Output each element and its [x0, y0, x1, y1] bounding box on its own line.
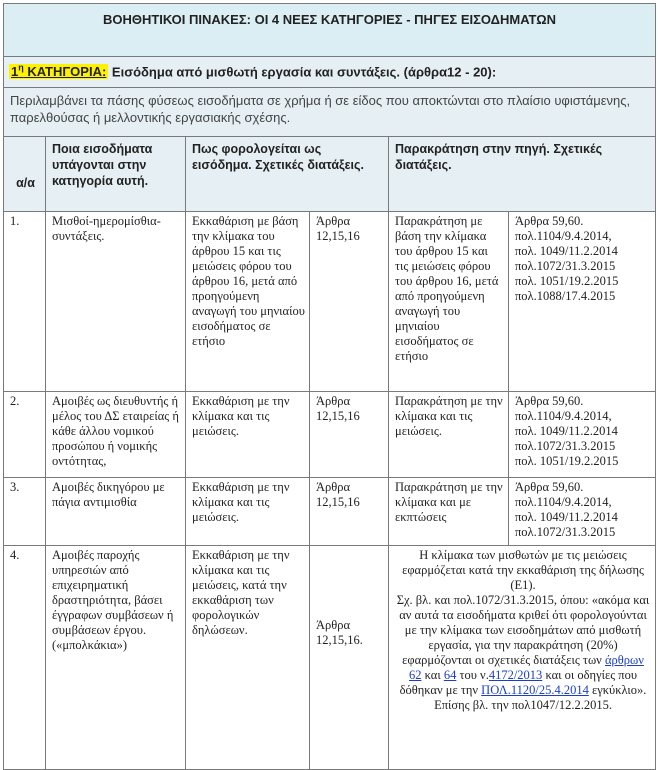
reference-line: πολ. 1049/11.2.2014	[515, 244, 618, 258]
category-description: Περιλαμβάνει τα πάσης φύσεως εισοδήματα σε χρήμα ή σε είδος που αποκτώνται στο πλαίσιο υφιστάμενης, παρελθούσας ή μελλοντικής εργασιακής σχέσης.	[4, 88, 656, 137]
withholding-method: Παρακράτηση με την κλίμακα και με εκπτώσεις	[389, 478, 509, 546]
header-withholding: Παρακράτηση στην πηγή. Σχετικές διατάξεις.	[389, 137, 656, 212]
reference-line: πολ.1104/9.4.2014,	[515, 495, 612, 509]
circular-link[interactable]: ΠΟΛ.1120/25.4.2014	[481, 683, 589, 697]
income-type: Μισθοί-ημερομίσθια-συντάξεις.	[46, 212, 186, 392]
table-row	[4, 478, 656, 546]
reference-line: πολ.1072/31.3.2015	[515, 439, 616, 453]
taxation-articles: Άρθρα 12,15,16	[310, 212, 389, 392]
taxation-articles-text: Άρθρα 12,15,16.	[316, 617, 363, 647]
note-paragraph	[395, 593, 651, 698]
article-link[interactable]: 64	[443, 668, 457, 682]
header-aa: α/α	[4, 137, 46, 212]
taxation-method: Εκκαθάριση με την κλίμακα και τις μειώσεις.	[186, 392, 310, 478]
income-type: Αμοιβές δικηγόρου με πάγια αντιμισθία	[46, 478, 186, 546]
reference-line: Άρθρα 59,60.	[515, 214, 584, 228]
category-title: Εισόδημα από μισθωτή εργασία και συντάξεις. (άρθρα12 - 20):	[108, 64, 497, 80]
reference-line: Άρθρα 59,60.	[515, 394, 584, 408]
withholding-method: Παρακράτηση με την κλίμακα και τις μειώσεις.	[389, 392, 509, 478]
note-paragraph: Η κλίμακα των μισθωτών με τις μειώσεις εφαρμόζεται κατά την εκκαθάριση της δήλωσης (Ε1).	[402, 548, 644, 592]
category-label	[9, 64, 108, 79]
taxation-method: Εκκαθάριση με την κλίμακα και τις μειώσεις.	[186, 478, 310, 546]
note-text: και οι οδηγίες που δόθηκαν με την	[399, 668, 638, 697]
income-type: Αμοιβές παροχής υπηρεσιών από επιχειρηματική δραστηριότητα, βάσει έγγραφων συμβάσεων ή συμβάσεων έργου. («μπολκάκια»)	[46, 546, 186, 770]
note-text: εγκύκλιο».	[588, 683, 647, 697]
taxation-method: Εκκαθάριση με την κλίμακα και τις μειώσεις, κατά την εκκαθάριση των φορολογικών δηλώσεων.	[186, 546, 310, 770]
header-taxation: Πως φορολογείται ως εισόδημα. Σχετικές διατάξεις.	[186, 137, 389, 212]
reference-line: πολ.1104/9.4.2014,	[515, 409, 612, 423]
taxation-articles: Άρθρα 12,15,16	[310, 478, 389, 546]
withholding-references	[509, 392, 656, 478]
reference-line: πολ. 1051/19.2.2015	[515, 274, 619, 288]
note-text: Σχ. βλ. και πολ.1072/31.3.2015, όπου: «ακόμα και αν αυτά τα εισοδήματα κριθεί ότι φορολογούνται με την κλίμακα των εισοδημάτων από μισθωτή εργασία, για την παρακράτηση (20%) εφαρμόζονται οι σχετικές διατάξεις των	[396, 593, 650, 667]
withholding-references	[509, 478, 656, 546]
row-number: 4.	[4, 546, 46, 770]
taxation-method: Εκκαθάριση με βάση την κλίμακα του άρθρου 15 και τις μειώσεις φόρου του άρθρου 16, μετά από προηγούμενη αναγωγή του μηνιαίου εισοδήματος σε ετήσιο	[186, 212, 310, 392]
reference-line: πολ.1088/17.4.2015	[515, 289, 616, 303]
taxation-articles: Άρθρα 12,15,16	[310, 392, 389, 478]
reference-line: πολ.1072/31.3.2015	[515, 259, 616, 273]
reference-line: πολ. 1049/11.2.2014	[515, 510, 618, 524]
category-superscript: η	[18, 63, 24, 73]
note-text: του ν.	[456, 668, 489, 682]
note-paragraph: Επίσης βλ. την πολ1047/12.2.2015.	[434, 698, 612, 712]
withholding-note	[389, 546, 656, 770]
table-row	[4, 546, 656, 770]
income-categories-table	[3, 3, 656, 770]
row-number: 1.	[4, 212, 46, 392]
reference-line: πολ. 1051/19.2.2015	[515, 454, 619, 468]
income-type: Αμοιβές ως διευθυντής ή μέλος του ΔΣ εταιρείας ή κάθε άλλου νομικού προσώπου ή νομικής οντότητας,	[46, 392, 186, 478]
table-row	[4, 212, 656, 392]
reference-line: πολ. 1049/11.2.2014	[515, 424, 618, 438]
category-number: 1	[11, 64, 19, 80]
taxation-articles	[310, 546, 389, 770]
withholding-method: Παρακράτηση με βάση την κλίμακα του άρθρου 15 και τις μειώσεις φόρου του άρθρου 16, μετά από προηγούμενη αναγωγή του μηνιαίου εισοδήματος σε ετήσιο	[389, 212, 509, 392]
law-link[interactable]: 4172/2013	[488, 668, 543, 682]
reference-line: πολ.1072/31.3.2015	[515, 525, 616, 539]
article-link[interactable]: άρθρων 62	[408, 653, 644, 682]
note-text: και	[421, 668, 444, 682]
page-title: ΒΟΗΘΗΤΙΚΟΙ ΠΙΝΑΚΕΣ: ΟΙ 4 ΝΕΕΣ ΚΑΤΗΓΟΡΙΕΣ - ΠΗΓΕΣ ΕΙΣΟΔΗΜΑΤΩΝ	[102, 12, 557, 27]
row-number: 2.	[4, 392, 46, 478]
reference-line: πολ.1104/9.4.2014,	[515, 229, 612, 243]
reference-line: Άρθρα 59,60.	[515, 480, 584, 494]
header-income: Ποια εισοδήματα υπάγονται στην κατηγορία αυτή.	[46, 137, 186, 212]
row-number: 3.	[4, 478, 46, 546]
category-heading-cell	[4, 57, 656, 88]
table-title-cell	[4, 4, 656, 57]
category-label-text: ΚΑΤΗΓΟΡΙΑ:	[23, 64, 107, 80]
table-row	[4, 392, 656, 478]
withholding-references	[509, 212, 656, 392]
